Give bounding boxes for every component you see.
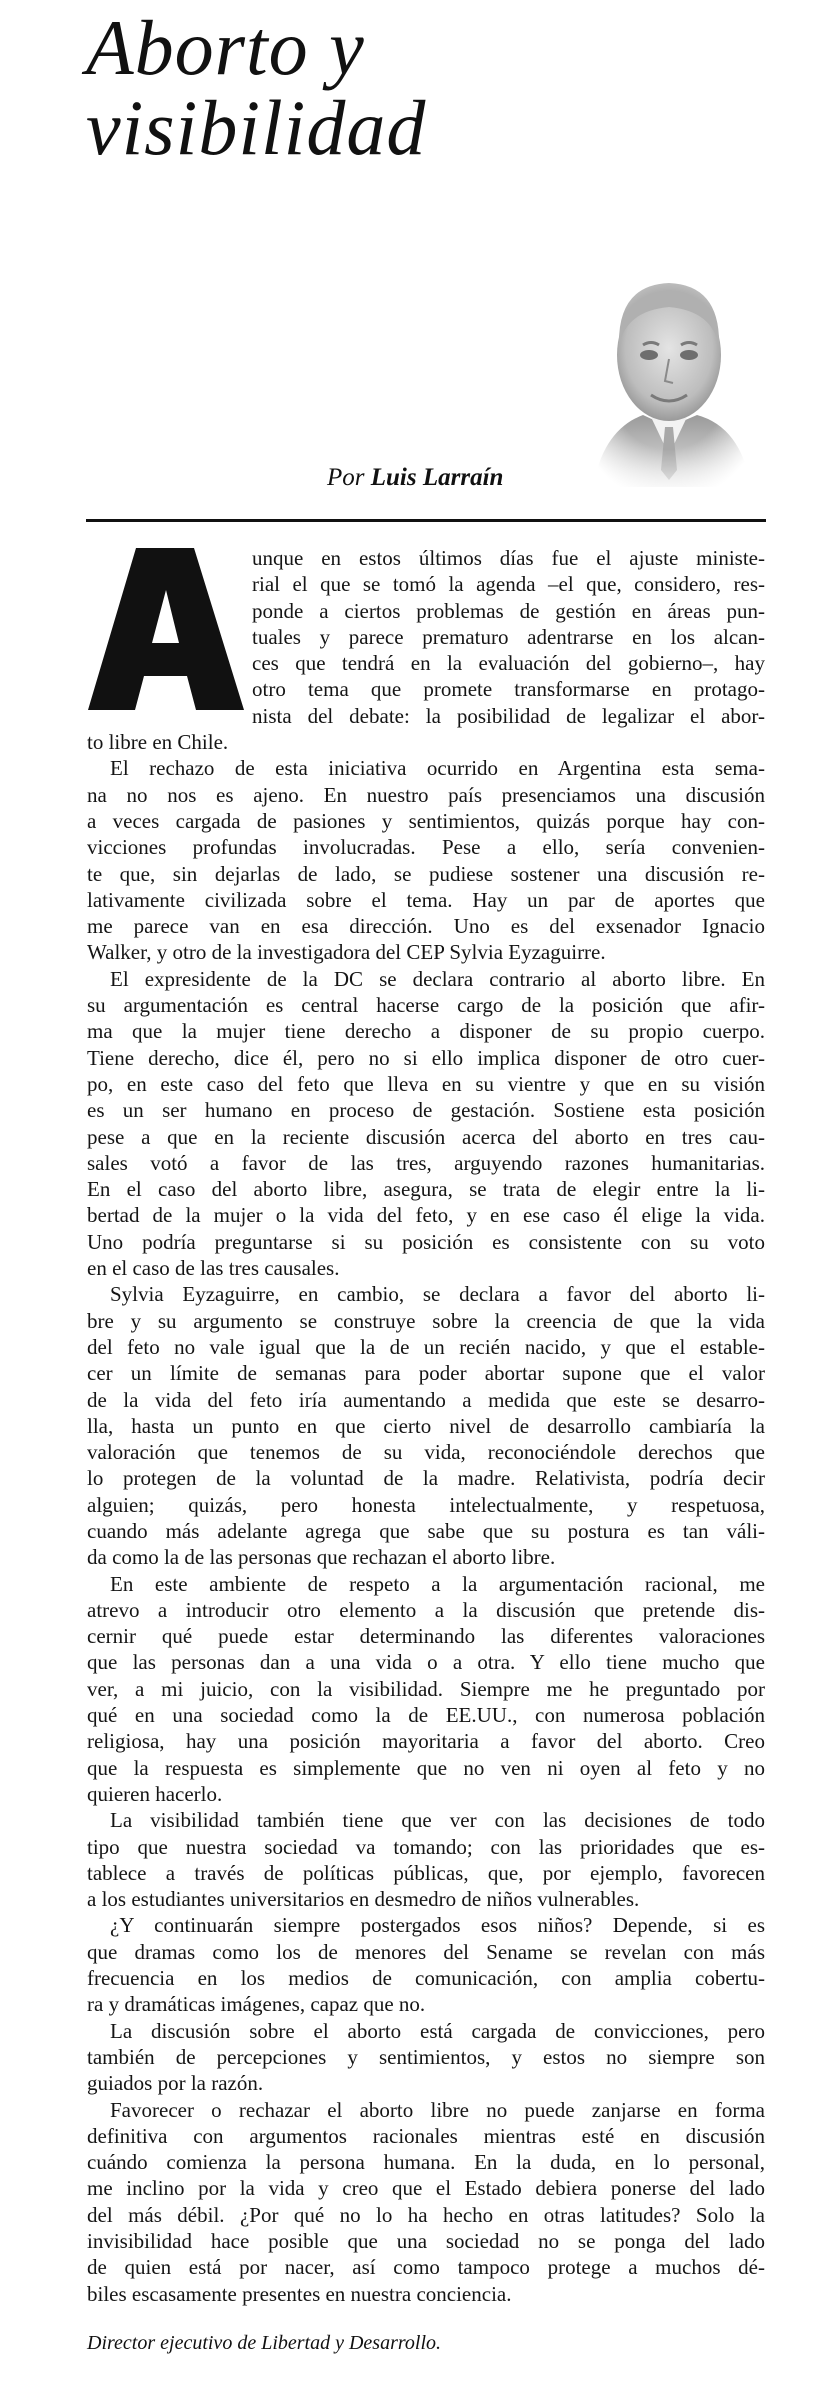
paragraph-line: me inclino por la vida y creo que el Estado debiera ponerse del lado: [87, 2176, 765, 2201]
paragraph-line: de quien está por nacer, así como tampoco protege a muchos dé-: [87, 2255, 765, 2280]
portrait-illustration: [573, 255, 765, 495]
author-portrait-photo: [573, 255, 765, 495]
title-line-1: Aborto y: [86, 4, 365, 91]
article-paragraph: [87, 1571, 765, 1808]
paragraph-line: frecuencia en los medios de comunicación, con amplia cobertu-: [87, 1966, 765, 1991]
paragraph-line: invisibilidad hace posible que una sociedad no se ponga del lado: [87, 2229, 765, 2253]
paragraph-line: En el caso del aborto libre, asegura, se trata de elegir entre la li-: [87, 1177, 765, 1202]
paragraph-line: biles escasamente presentes en nuestra conciencia.: [87, 2281, 512, 2306]
paragraph-line: ver, a mi juicio, con la visibilidad. Siempre me he preguntado por: [87, 1676, 765, 1701]
drop-cap-letter: A: [86, 535, 98, 552]
paragraph-line: Tiene derecho, dice él, pero no si ello implica disponer de otro cuer-: [87, 1045, 765, 1070]
paragraph-line: na no nos es ajeno. En nuestro país presenciamos una discusión: [87, 782, 765, 807]
paragraph-line: sales votó a favor de las tres, arguyendo razones humanitarias.: [87, 1150, 765, 1175]
paragraph-line: lativamente civilizada sobre el tema. Hay un par de aportes que: [87, 887, 765, 912]
paragraph-line: lo protegen de la voluntad de la madre. Relativista, podría decir: [87, 1466, 765, 1491]
paragraph-line: nista del debate: la posibilidad de legalizar el abor-: [252, 703, 765, 728]
paragraph-line: vicciones profundas involucradas. Pese a ello, sería convenien-: [87, 835, 765, 860]
author-name: Luis Larraín: [370, 464, 504, 491]
article-paragraph: [87, 966, 765, 1282]
paragraph-line: a los estudiantes universitarios en desmedro de niños vulnerables.: [87, 1887, 640, 1912]
paragraph-line: da como la de las personas que rechazan el aborto libre.: [87, 1545, 556, 1570]
paragraph-line: del feto no vale igual que la de un recién nacido, y que el estable-: [87, 1334, 765, 1359]
article-paragraph: [87, 755, 765, 965]
byline: [327, 462, 503, 494]
article-paragraph: [87, 1807, 765, 1912]
paragraph-line: de la vida del feto iría aumentando a medida que este se desarro-: [87, 1387, 765, 1412]
paragraph-line: te que, sin dejarlas de lado, se pudiese sostener una discusión re-: [87, 861, 765, 886]
paragraph-line: cer un límite de semanas para poder abortar supone que el valor: [87, 1361, 765, 1386]
paragraph-line: tuales y parece prematuro adentrarse en los alcan-: [252, 624, 765, 649]
paragraph-line: valoración que tenemos de su vida, reconociéndole derechos que: [87, 1440, 765, 1465]
paragraph-line: tipo que nuestra sociedad va tomando; con las prioridades que es-: [87, 1834, 765, 1859]
paragraph-line: su argumentación es central hacerse cargo de la posición que afir-: [87, 993, 765, 1018]
paragraph-line: definitiva con argumentos racionales mientras esté en discusión: [87, 2123, 765, 2148]
paragraph-line: también de percepciones y sentimientos, y estos no siempre son: [87, 2044, 765, 2069]
paragraph-line: del más débil. ¿Por qué no lo ha hecho en otras latitudes? Solo la: [87, 2202, 765, 2227]
paragraph-line: qué en una sociedad como la de EE.UU., con numerosa población: [87, 1703, 765, 1728]
paragraph-line: a veces cargada de pasiones y sentimientos, quizás porque hay con-: [87, 808, 765, 833]
paragraph-line: bre y su argumento se construye sobre la creencia de que la vida: [87, 1308, 765, 1333]
paragraph-line: que dramas como los de menores del Sename se revelan con más: [87, 1939, 765, 1964]
paragraph-line: bertad de la mujer o la vida del feto, y en ese caso él elige la vida.: [87, 1203, 765, 1228]
article-paragraph: [87, 1912, 765, 2017]
paragraph-line: En este ambiente de respeto a la argumentación racional, me: [110, 1571, 765, 1596]
article-title: [86, 4, 427, 171]
paragraph-line: Uno podría preguntarse si su posición es consistente con su voto: [87, 1229, 765, 1254]
paragraph-line: cuando más adelante agrega que sabe que su postura es tan váli-: [87, 1518, 765, 1543]
paragraph-line: religiosa, hay una posición mayoritaria a favor del aborto. Creo: [87, 1729, 765, 1754]
paragraph-line: atrevo a introducir otro elemento a la discusión que pretende dis-: [87, 1597, 765, 1622]
paragraph-line: cuándo comienza la persona humana. En la duda, en lo personal,: [87, 2150, 765, 2175]
byline-prefix: Por: [327, 464, 365, 491]
paragraph-line: ces que tendrá en la evaluación del gobierno–, hay: [252, 651, 765, 676]
paragraph-line: Walker, y otro de la investigadora del CEP Sylvia Eyzaguirre.: [87, 940, 606, 965]
paragraph-line: que las personas dan a una vida o a otra. Y ello tiene mucho que: [87, 1650, 765, 1675]
paragraph-line: tablece a través de políticas públicas, que, por ejemplo, favorecen: [87, 1860, 765, 1885]
article-paragraph: [87, 545, 765, 755]
paragraph-line: pese a que en la reciente discusión acerca del aborto en tres cau-: [87, 1124, 765, 1149]
paragraph-line: po, en este caso del feto que lleva en su vientre y que en su visión: [87, 1071, 765, 1096]
paragraph-line: ponde a ciertos problemas de gestión en áreas pun-: [252, 598, 765, 623]
paragraph-line: quieren hacerlo.: [87, 1781, 223, 1806]
paragraph-line: La discusión sobre el aborto está cargada de convicciones, pero: [110, 2018, 765, 2043]
paragraph-line: Sylvia Eyzaguirre, en cambio, se declara a favor del aborto li-: [110, 1282, 765, 1307]
paragraph-line: El rechazo de esta iniciativa ocurrido en Argentina esta sema-: [110, 756, 765, 781]
title-line-2: visibilidad: [86, 84, 427, 171]
header-divider: [86, 519, 766, 522]
paragraph-line: me parece van en esa dirección. Uno es del exsenador Ignacio: [87, 914, 765, 939]
article-paragraph: [87, 2097, 765, 2307]
paragraph-line: lla, hasta un punto en que cierto nivel de desarrollo cambiaría la: [87, 1413, 765, 1438]
paragraph-line: otro tema que promete transformarse en protago-: [252, 677, 765, 702]
article-body: [87, 545, 765, 2307]
paragraph-line: La visibilidad también tiene que ver con las decisiones de todo: [110, 1808, 765, 1833]
paragraph-line: guiados por la razón.: [87, 2071, 264, 2096]
article-paragraph: [87, 2018, 765, 2097]
paragraph-line: cernir qué puede estar determinando las diferentes valoraciones: [87, 1624, 765, 1649]
paragraph-line: alguien; quizás, pero honesta intelectualmente, y respetuosa,: [87, 1492, 765, 1517]
paragraph-line: unque en estos últimos días fue el ajuste ministe-: [252, 546, 765, 570]
paragraph-line: rial el que se tomó la agenda –el que, considero, res-: [252, 572, 765, 597]
paragraph-line: ra y dramáticas imágenes, capaz que no.: [87, 1992, 426, 2017]
paragraph-line: to libre en Chile.: [87, 730, 229, 755]
paragraph-line: ma que la mujer tiene derecho a disponer de su propio cuerpo.: [87, 1019, 765, 1044]
author-credit: Director ejecutivo de Libertad y Desarrollo.: [87, 2332, 442, 2354]
article-paragraph: [87, 1281, 765, 1570]
paragraph-line: ¿Y continuarán siempre postergados esos niños? Depende, si es: [110, 1913, 765, 1938]
paragraph-line: que la respuesta es simplemente que no ven ni oyen al feto y no: [87, 1755, 765, 1780]
paragraph-line: Favorecer o rechazar el aborto libre no puede zanjarse en forma: [110, 2097, 765, 2122]
paragraph-line: en el caso de las tres causales.: [87, 1256, 340, 1281]
paragraph-line: es un ser humano en proceso de gestación. Sostiene esta posición: [87, 1098, 765, 1123]
paragraph-line: El expresidente de la DC se declara contrario al aborto libre. En: [110, 966, 765, 991]
